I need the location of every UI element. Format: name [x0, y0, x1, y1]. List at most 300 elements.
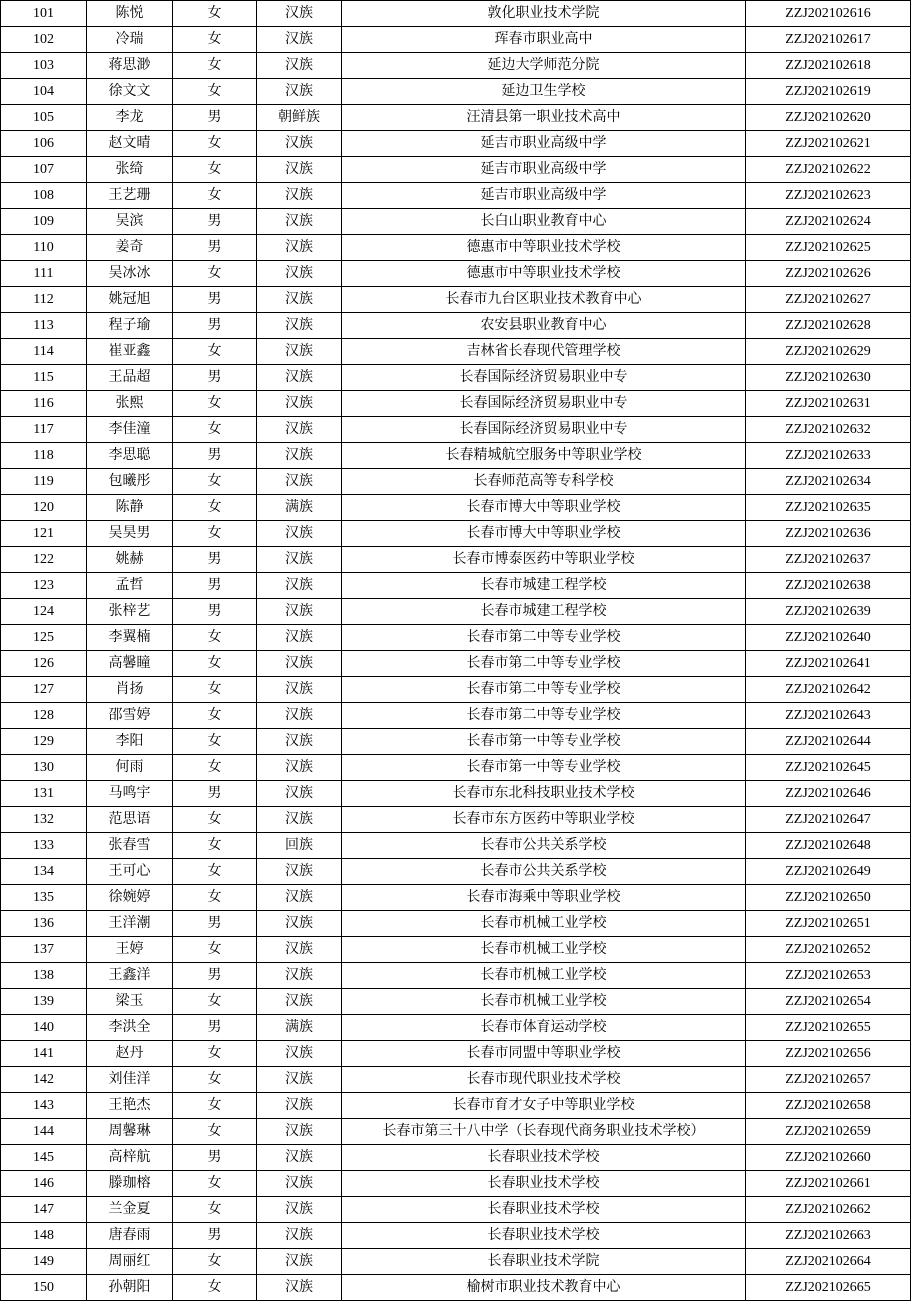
row-number: 137 — [1, 937, 87, 963]
school-name: 长春市第二中等专业学校 — [342, 651, 746, 677]
certificate-id: ZZJ202102640 — [746, 625, 911, 651]
gender: 男 — [173, 365, 257, 391]
row-number: 114 — [1, 339, 87, 365]
table-row — [1, 105, 911, 131]
ethnicity: 汉族 — [257, 521, 342, 547]
certificate-id: ZZJ202102616 — [746, 1, 911, 27]
school-name: 长春师范高等专科学校 — [342, 469, 746, 495]
row-number: 148 — [1, 1223, 87, 1249]
certificate-id: ZZJ202102651 — [746, 911, 911, 937]
gender: 女 — [173, 1067, 257, 1093]
school-name: 长春市海乘中等职业学校 — [342, 885, 746, 911]
school-name: 延边大学师范分院 — [342, 53, 746, 79]
table-row — [1, 469, 911, 495]
student-name: 王艳杰 — [87, 1093, 173, 1119]
student-name: 李龙 — [87, 105, 173, 131]
school-name: 长春市机械工业学校 — [342, 963, 746, 989]
table-row — [1, 443, 911, 469]
certificate-id: ZZJ202102654 — [746, 989, 911, 1015]
gender: 女 — [173, 157, 257, 183]
row-number: 105 — [1, 105, 87, 131]
certificate-id: ZZJ202102659 — [746, 1119, 911, 1145]
student-name: 高梓航 — [87, 1145, 173, 1171]
gender: 男 — [173, 287, 257, 313]
row-number: 113 — [1, 313, 87, 339]
gender: 女 — [173, 261, 257, 287]
student-name: 何雨 — [87, 755, 173, 781]
ethnicity: 汉族 — [257, 313, 342, 339]
school-name: 延吉市职业高级中学 — [342, 131, 746, 157]
school-name: 长春市九台区职业技术教育中心 — [342, 287, 746, 313]
student-name: 肖扬 — [87, 677, 173, 703]
ethnicity: 汉族 — [257, 703, 342, 729]
row-number: 118 — [1, 443, 87, 469]
ethnicity: 回族 — [257, 833, 342, 859]
certificate-id: ZZJ202102649 — [746, 859, 911, 885]
gender: 女 — [173, 677, 257, 703]
table-row — [1, 131, 911, 157]
school-name: 长春市机械工业学校 — [342, 989, 746, 1015]
row-number: 109 — [1, 209, 87, 235]
student-name: 赵文晴 — [87, 131, 173, 157]
student-name: 冷瑞 — [87, 27, 173, 53]
certificate-id: ZZJ202102657 — [746, 1067, 911, 1093]
table-row — [1, 79, 911, 105]
ethnicity: 汉族 — [257, 209, 342, 235]
row-number: 135 — [1, 885, 87, 911]
row-number: 121 — [1, 521, 87, 547]
table-row — [1, 27, 911, 53]
table-row — [1, 859, 911, 885]
certificate-id: ZZJ202102642 — [746, 677, 911, 703]
ethnicity: 汉族 — [257, 79, 342, 105]
gender: 女 — [173, 755, 257, 781]
student-name: 李阳 — [87, 729, 173, 755]
ethnicity: 朝鲜族 — [257, 105, 342, 131]
certificate-id: ZZJ202102661 — [746, 1171, 911, 1197]
gender: 女 — [173, 1197, 257, 1223]
student-name: 程子瑜 — [87, 313, 173, 339]
certificate-id: ZZJ202102647 — [746, 807, 911, 833]
table-row — [1, 261, 911, 287]
row-number: 140 — [1, 1015, 87, 1041]
student-name: 李佳潼 — [87, 417, 173, 443]
ethnicity: 汉族 — [257, 1041, 342, 1067]
gender: 男 — [173, 1145, 257, 1171]
school-name: 长春国际经济贸易职业中专 — [342, 365, 746, 391]
gender: 女 — [173, 729, 257, 755]
student-name: 范思语 — [87, 807, 173, 833]
ethnicity: 汉族 — [257, 1171, 342, 1197]
student-name: 李洪全 — [87, 1015, 173, 1041]
gender: 女 — [173, 495, 257, 521]
row-number: 110 — [1, 235, 87, 261]
table-row — [1, 963, 911, 989]
table-row — [1, 157, 911, 183]
gender: 女 — [173, 521, 257, 547]
school-name: 长春市第二中等专业学校 — [342, 625, 746, 651]
table-row — [1, 573, 911, 599]
certificate-id: ZZJ202102643 — [746, 703, 911, 729]
gender: 女 — [173, 1249, 257, 1275]
certificate-id: ZZJ202102636 — [746, 521, 911, 547]
table-row — [1, 729, 911, 755]
certificate-id: ZZJ202102621 — [746, 131, 911, 157]
table-row — [1, 365, 911, 391]
certificate-id: ZZJ202102624 — [746, 209, 911, 235]
ethnicity: 汉族 — [257, 1119, 342, 1145]
student-name: 张春雪 — [87, 833, 173, 859]
school-name: 长春职业技术学校 — [342, 1171, 746, 1197]
row-number: 145 — [1, 1145, 87, 1171]
table-row — [1, 313, 911, 339]
school-name: 敦化职业技术学院 — [342, 1, 746, 27]
row-number: 125 — [1, 625, 87, 651]
row-number: 107 — [1, 157, 87, 183]
certificate-id: ZZJ202102620 — [746, 105, 911, 131]
certificate-id: ZZJ202102632 — [746, 417, 911, 443]
school-name: 长春职业技术学校 — [342, 1223, 746, 1249]
table-row — [1, 1223, 911, 1249]
certificate-id: ZZJ202102664 — [746, 1249, 911, 1275]
table-row — [1, 1067, 911, 1093]
table-row — [1, 547, 911, 573]
school-name: 长春精城航空服务中等职业学校 — [342, 443, 746, 469]
school-name: 长春市第二中等专业学校 — [342, 677, 746, 703]
ethnicity: 汉族 — [257, 235, 342, 261]
row-number: 126 — [1, 651, 87, 677]
school-name: 吉林省长春现代管理学校 — [342, 339, 746, 365]
ethnicity: 汉族 — [257, 573, 342, 599]
ethnicity: 汉族 — [257, 937, 342, 963]
gender: 女 — [173, 469, 257, 495]
school-name: 长春市博大中等职业学校 — [342, 495, 746, 521]
ethnicity: 汉族 — [257, 677, 342, 703]
row-number: 139 — [1, 989, 87, 1015]
table-row — [1, 209, 911, 235]
school-name: 长春市育才女子中等职业学校 — [342, 1093, 746, 1119]
certificate-id: ZZJ202102656 — [746, 1041, 911, 1067]
school-name: 长春市第三十八中学（长春现代商务职业技术学校） — [342, 1119, 746, 1145]
certificate-id: ZZJ202102638 — [746, 573, 911, 599]
school-name: 长春市博大中等职业学校 — [342, 521, 746, 547]
table-row — [1, 521, 911, 547]
row-number: 136 — [1, 911, 87, 937]
table-row — [1, 677, 911, 703]
school-name: 长春市机械工业学校 — [342, 911, 746, 937]
student-name: 姚赫 — [87, 547, 173, 573]
student-name: 徐婉婷 — [87, 885, 173, 911]
table-row — [1, 1171, 911, 1197]
student-name: 陈悦 — [87, 1, 173, 27]
student-name: 王鑫洋 — [87, 963, 173, 989]
certificate-id: ZZJ202102630 — [746, 365, 911, 391]
table-row — [1, 703, 911, 729]
table-row — [1, 625, 911, 651]
ethnicity: 汉族 — [257, 729, 342, 755]
row-number: 150 — [1, 1275, 87, 1301]
gender: 男 — [173, 1223, 257, 1249]
student-name: 兰金夏 — [87, 1197, 173, 1223]
row-number: 146 — [1, 1171, 87, 1197]
table-row — [1, 495, 911, 521]
certificate-id: ZZJ202102625 — [746, 235, 911, 261]
ethnicity: 汉族 — [257, 1275, 342, 1301]
gender: 女 — [173, 1, 257, 27]
row-number: 117 — [1, 417, 87, 443]
ethnicity: 汉族 — [257, 1197, 342, 1223]
row-number: 111 — [1, 261, 87, 287]
gender: 女 — [173, 833, 257, 859]
ethnicity: 汉族 — [257, 1249, 342, 1275]
gender: 男 — [173, 963, 257, 989]
ethnicity: 汉族 — [257, 781, 342, 807]
ethnicity: 汉族 — [257, 599, 342, 625]
row-number: 106 — [1, 131, 87, 157]
row-number: 120 — [1, 495, 87, 521]
row-number: 134 — [1, 859, 87, 885]
certificate-id: ZZJ202102652 — [746, 937, 911, 963]
table-row — [1, 833, 911, 859]
row-number: 108 — [1, 183, 87, 209]
gender: 男 — [173, 781, 257, 807]
table-row — [1, 1119, 911, 1145]
table-row — [1, 755, 911, 781]
table-row — [1, 1275, 911, 1301]
ethnicity: 汉族 — [257, 183, 342, 209]
gender: 女 — [173, 391, 257, 417]
roster-body — [1, 1, 911, 1301]
row-number: 130 — [1, 755, 87, 781]
gender: 男 — [173, 599, 257, 625]
student-name: 马鸣宇 — [87, 781, 173, 807]
certificate-id: ZZJ202102650 — [746, 885, 911, 911]
student-name: 唐春雨 — [87, 1223, 173, 1249]
certificate-id: ZZJ202102631 — [746, 391, 911, 417]
student-name: 孟哲 — [87, 573, 173, 599]
student-name: 李思聪 — [87, 443, 173, 469]
gender: 男 — [173, 443, 257, 469]
ethnicity: 满族 — [257, 495, 342, 521]
student-name: 姜奇 — [87, 235, 173, 261]
ethnicity: 汉族 — [257, 911, 342, 937]
certificate-id: ZZJ202102618 — [746, 53, 911, 79]
gender: 女 — [173, 79, 257, 105]
table-row — [1, 911, 911, 937]
ethnicity: 汉族 — [257, 261, 342, 287]
gender: 女 — [173, 1041, 257, 1067]
gender: 女 — [173, 53, 257, 79]
row-number: 144 — [1, 1119, 87, 1145]
school-name: 长春市第二中等专业学校 — [342, 703, 746, 729]
school-name: 珲春市职业高中 — [342, 27, 746, 53]
gender: 女 — [173, 339, 257, 365]
table-row — [1, 339, 911, 365]
school-name: 农安县职业教育中心 — [342, 313, 746, 339]
student-name: 王品超 — [87, 365, 173, 391]
ethnicity: 汉族 — [257, 287, 342, 313]
ethnicity: 汉族 — [257, 27, 342, 53]
gender: 女 — [173, 183, 257, 209]
row-number: 142 — [1, 1067, 87, 1093]
row-number: 119 — [1, 469, 87, 495]
row-number: 141 — [1, 1041, 87, 1067]
school-name: 长春职业技术学校 — [342, 1145, 746, 1171]
table-row — [1, 1, 911, 27]
student-name: 周馨琳 — [87, 1119, 173, 1145]
ethnicity: 汉族 — [257, 989, 342, 1015]
table-row — [1, 1041, 911, 1067]
ethnicity: 汉族 — [257, 625, 342, 651]
ethnicity: 汉族 — [257, 131, 342, 157]
gender: 女 — [173, 417, 257, 443]
ethnicity: 汉族 — [257, 53, 342, 79]
table-row — [1, 235, 911, 261]
student-name: 王艺珊 — [87, 183, 173, 209]
row-number: 127 — [1, 677, 87, 703]
student-name: 孙朝阳 — [87, 1275, 173, 1301]
row-number: 143 — [1, 1093, 87, 1119]
gender: 男 — [173, 209, 257, 235]
school-name: 长春市东北科技职业技术学校 — [342, 781, 746, 807]
certificate-id: ZZJ202102635 — [746, 495, 911, 521]
school-name: 延吉市职业高级中学 — [342, 183, 746, 209]
student-name: 滕珈榕 — [87, 1171, 173, 1197]
table-row — [1, 885, 911, 911]
ethnicity: 汉族 — [257, 547, 342, 573]
school-name: 长春市城建工程学校 — [342, 573, 746, 599]
certificate-id: ZZJ202102619 — [746, 79, 911, 105]
ethnicity: 汉族 — [257, 339, 342, 365]
student-name: 崔亚鑫 — [87, 339, 173, 365]
school-name: 长春市第一中等专业学校 — [342, 755, 746, 781]
certificate-id: ZZJ202102665 — [746, 1275, 911, 1301]
student-name: 姚冠旭 — [87, 287, 173, 313]
school-name: 长春市体育运动学校 — [342, 1015, 746, 1041]
gender: 男 — [173, 105, 257, 131]
student-name: 邵雪婷 — [87, 703, 173, 729]
school-name: 榆树市职业技术教育中心 — [342, 1275, 746, 1301]
table-row — [1, 287, 911, 313]
school-name: 长春市机械工业学校 — [342, 937, 746, 963]
certificate-id: ZZJ202102644 — [746, 729, 911, 755]
certificate-id: ZZJ202102645 — [746, 755, 911, 781]
table-row — [1, 989, 911, 1015]
certificate-id: ZZJ202102655 — [746, 1015, 911, 1041]
school-name: 长春国际经济贸易职业中专 — [342, 391, 746, 417]
ethnicity: 汉族 — [257, 651, 342, 677]
ethnicity: 汉族 — [257, 1223, 342, 1249]
table-row — [1, 1197, 911, 1223]
ethnicity: 汉族 — [257, 807, 342, 833]
certificate-id: ZZJ202102646 — [746, 781, 911, 807]
row-number: 101 — [1, 1, 87, 27]
row-number: 115 — [1, 365, 87, 391]
row-number: 103 — [1, 53, 87, 79]
gender: 女 — [173, 1093, 257, 1119]
gender: 女 — [173, 651, 257, 677]
certificate-id: ZZJ202102648 — [746, 833, 911, 859]
gender: 女 — [173, 885, 257, 911]
ethnicity: 汉族 — [257, 755, 342, 781]
table-row — [1, 1249, 911, 1275]
certificate-id: ZZJ202102623 — [746, 183, 911, 209]
ethnicity: 满族 — [257, 1015, 342, 1041]
ethnicity: 汉族 — [257, 391, 342, 417]
row-number: 102 — [1, 27, 87, 53]
school-name: 长白山职业教育中心 — [342, 209, 746, 235]
row-number: 133 — [1, 833, 87, 859]
table-row — [1, 651, 911, 677]
student-name: 王洋潮 — [87, 911, 173, 937]
student-name: 吴昊男 — [87, 521, 173, 547]
table-row — [1, 417, 911, 443]
table-row — [1, 53, 911, 79]
student-name: 陈静 — [87, 495, 173, 521]
student-name: 蒋思渺 — [87, 53, 173, 79]
table-row — [1, 599, 911, 625]
gender: 女 — [173, 1275, 257, 1301]
row-number: 112 — [1, 287, 87, 313]
row-number: 104 — [1, 79, 87, 105]
ethnicity: 汉族 — [257, 417, 342, 443]
row-number: 122 — [1, 547, 87, 573]
student-name: 徐文文 — [87, 79, 173, 105]
school-name: 汪清县第一职业技术高中 — [342, 105, 746, 131]
certificate-id: ZZJ202102653 — [746, 963, 911, 989]
school-name: 德惠市中等职业技术学校 — [342, 261, 746, 287]
school-name: 长春市第一中等专业学校 — [342, 729, 746, 755]
gender: 女 — [173, 989, 257, 1015]
gender: 男 — [173, 235, 257, 261]
row-number: 149 — [1, 1249, 87, 1275]
certificate-id: ZZJ202102627 — [746, 287, 911, 313]
school-name: 长春国际经济贸易职业中专 — [342, 417, 746, 443]
student-name: 张梓艺 — [87, 599, 173, 625]
gender: 男 — [173, 313, 257, 339]
school-name: 长春市东方医药中等职业学校 — [342, 807, 746, 833]
row-number: 138 — [1, 963, 87, 989]
gender: 男 — [173, 911, 257, 937]
ethnicity: 汉族 — [257, 157, 342, 183]
school-name: 长春职业技术学校 — [342, 1197, 746, 1223]
student-name: 张熙 — [87, 391, 173, 417]
row-number: 129 — [1, 729, 87, 755]
student-name: 李翼楠 — [87, 625, 173, 651]
gender: 女 — [173, 131, 257, 157]
student-name: 吴滨 — [87, 209, 173, 235]
row-number: 123 — [1, 573, 87, 599]
row-number: 128 — [1, 703, 87, 729]
certificate-id: ZZJ202102634 — [746, 469, 911, 495]
ethnicity: 汉族 — [257, 1067, 342, 1093]
table-row — [1, 1093, 911, 1119]
gender: 男 — [173, 573, 257, 599]
ethnicity: 汉族 — [257, 1, 342, 27]
certificate-id: ZZJ202102660 — [746, 1145, 911, 1171]
gender: 女 — [173, 1171, 257, 1197]
certificate-id: ZZJ202102658 — [746, 1093, 911, 1119]
ethnicity: 汉族 — [257, 885, 342, 911]
gender: 男 — [173, 1015, 257, 1041]
ethnicity: 汉族 — [257, 365, 342, 391]
school-name: 长春市公共关系学校 — [342, 859, 746, 885]
student-name: 周丽红 — [87, 1249, 173, 1275]
student-name: 张绮 — [87, 157, 173, 183]
student-name: 包曦彤 — [87, 469, 173, 495]
school-name: 长春市公共关系学校 — [342, 833, 746, 859]
certificate-id: ZZJ202102617 — [746, 27, 911, 53]
